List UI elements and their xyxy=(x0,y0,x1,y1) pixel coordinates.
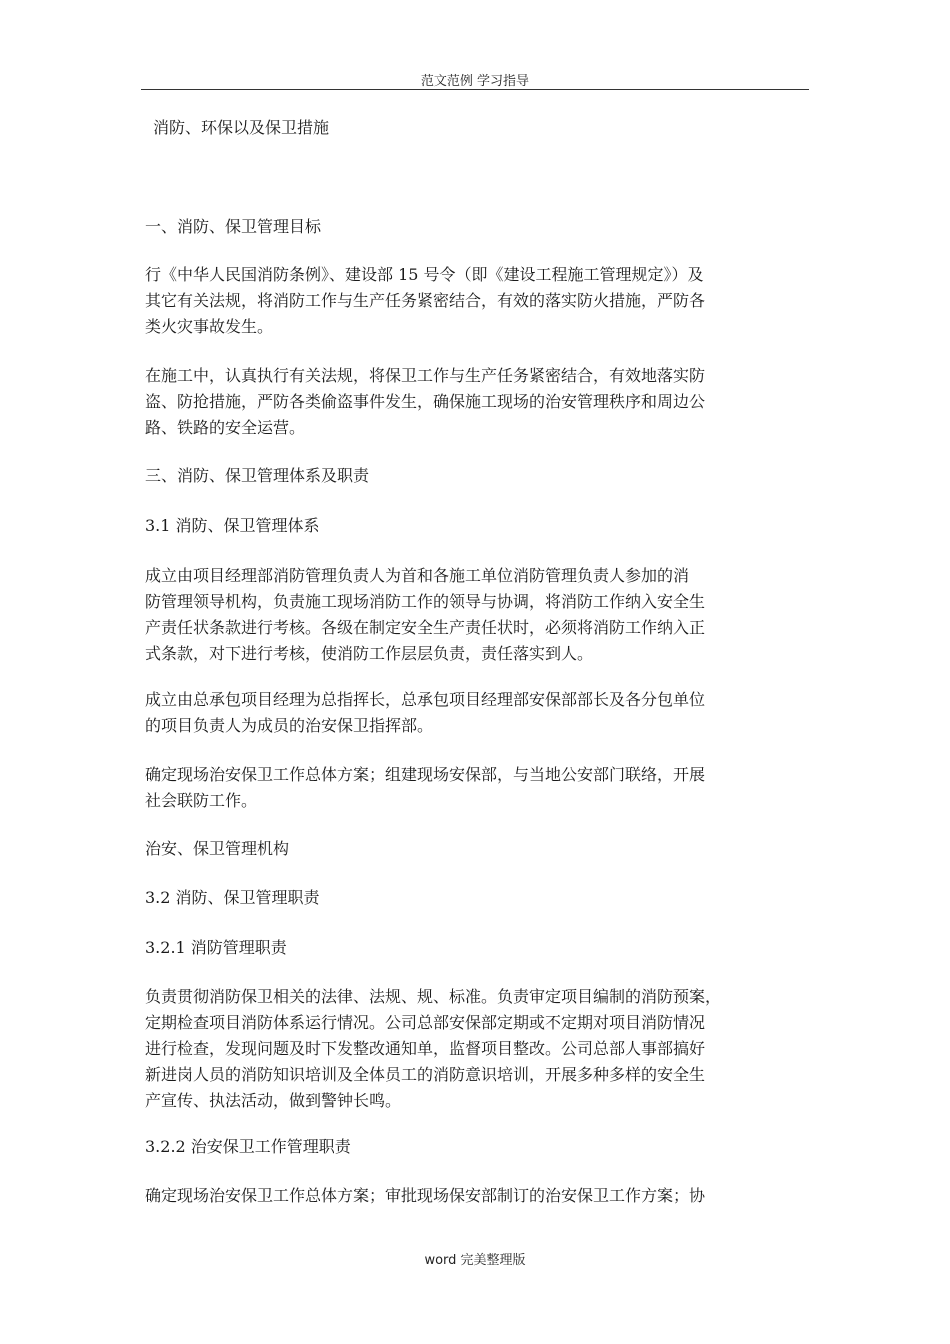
paragraph-construction-security xyxy=(145,363,813,441)
paragraph-line: 成立由项目经理部消防管理负责人为首和各施工单位消防管理负责人参加的消 xyxy=(145,566,690,585)
paragraph-fire-duties xyxy=(145,984,813,1114)
paragraph-line: 产责任状条款进行考核。各级在制定安全生产责任状时，必须将消防工作纳入正 xyxy=(145,618,706,637)
paragraph-line: 产宣传、执法活动，做到警钟长鸣。 xyxy=(145,1091,402,1110)
heading-3-2-1: 3.2.1 消防管理职责 xyxy=(145,938,287,957)
document-title: 消防、环保以及保卫措施 xyxy=(153,118,330,137)
paragraph-line: 路、铁路的安全运营。 xyxy=(145,418,306,437)
paragraph-line: 行《中华人民国消防条例》、建设部 15 号令（即《建设工程施工管理规定》）及 xyxy=(145,265,704,284)
header-rule xyxy=(141,89,809,90)
page-header: 范文范例 学习指导 xyxy=(420,74,530,89)
paragraph-line: 成立由总承包项目经理为总指挥长，总承包项目经理部安保部部长及各分包单位 xyxy=(145,690,706,709)
paragraph-line: 的项目负责人为成员的治安保卫指挥部。 xyxy=(145,716,434,735)
page-footer: word 完美整理版 xyxy=(424,1253,526,1268)
heading-fire-security-goals: 一、消防、保卫管理目标 xyxy=(145,217,322,236)
paragraph-line: 类火灾事故发生。 xyxy=(145,317,274,336)
heading-management-system: 三、消防、保卫管理体系及职责 xyxy=(145,466,370,485)
paragraph-leadership-body xyxy=(145,563,813,667)
paragraph-line: 负责贯彻消防保卫相关的法律、法规、规、标准。负责审定项目编制的消防预案， xyxy=(145,987,722,1006)
paragraph-line: 进行检查，发现问题及时下发整改通知单，监督项目整改。公司总部人事部搞好 xyxy=(145,1039,706,1058)
paragraph-line: 其它有关法规，将消防工作与生产任务紧密结合，有效的落实防火措施，严防各 xyxy=(145,291,706,310)
paragraph-line: 确定现场治安保卫工作总体方案；组建现场安保部，与当地公安部门联络，开展 xyxy=(145,765,706,784)
paragraph-line: 社会联防工作。 xyxy=(145,791,258,810)
paragraph-command-post xyxy=(145,687,813,739)
paragraph-security-plan xyxy=(145,762,813,814)
paragraph-line: 防管理领导机构，负责施工现场消防工作的领导与协调，将消防工作纳入安全生 xyxy=(145,592,706,611)
heading-3-2-2: 3.2.2 治安保卫工作管理职责 xyxy=(145,1137,351,1156)
paragraph-line: 式条款，对下进行考核，使消防工作层层负责，责任落实到人。 xyxy=(145,644,594,663)
paragraph-line: 在施工中，认真执行有关法规，将保卫工作与生产任务紧密结合，有效地落实防 xyxy=(145,366,706,385)
paragraph-line: 盗、防抢措施，严防各类偷盗事件发生，确保施工现场的治安管理秩序和周边公 xyxy=(145,392,706,411)
heading-3-2: 3.2 消防、保卫管理职责 xyxy=(145,888,320,907)
paragraph-security-organization: 治安、保卫管理机构 xyxy=(145,839,290,858)
paragraph-security-duties: 确定现场治安保卫工作总体方案；审批现场保安部制订的治安保卫工作方案；协 xyxy=(145,1186,706,1205)
paragraph-line: 定期检查项目消防体系运行情况。公司总部安保部定期或不定期对项目消防情况 xyxy=(145,1013,706,1032)
paragraph-regulations xyxy=(145,262,813,340)
heading-3-1: 3.1 消防、保卫管理体系 xyxy=(145,516,320,535)
paragraph-line: 新进岗人员的消防知识培训及全体员工的消防意识培训，开展多种多样的安全生 xyxy=(145,1065,706,1084)
